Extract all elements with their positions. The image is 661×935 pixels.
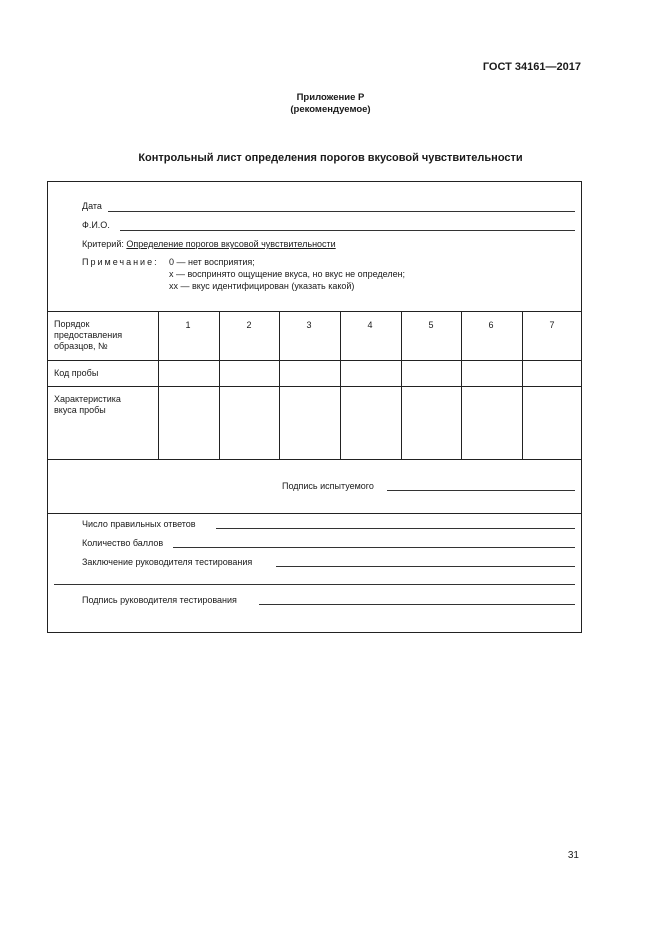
- subject-signature-field[interactable]: [387, 490, 575, 491]
- standard-number: ГОСТ 34161—2017: [482, 61, 581, 73]
- criterion-value: Определение порогов вкусовой чувствительности: [126, 239, 336, 249]
- column-number: 2: [246, 320, 252, 330]
- checklist-form: [47, 181, 582, 633]
- name-label: Ф.И.О.: [82, 220, 110, 230]
- table-col-divider: [279, 311, 280, 459]
- correct-answers-label: Число правильных ответов: [82, 519, 196, 529]
- appendix-status: (рекомендуемое): [290, 104, 371, 115]
- table-bottom-border: [48, 459, 581, 460]
- document-title: Контрольный лист определения порогов вкусовой чувствительности: [138, 152, 523, 164]
- row-header-taste: [54, 394, 121, 416]
- score-field[interactable]: [173, 547, 575, 548]
- note-line-2: х — воспринято ощущение вкуса, но вкус не определен;: [169, 269, 406, 279]
- note-label: Примечание:: [82, 257, 159, 267]
- appendix-title: Приложение Р: [296, 92, 365, 103]
- row-header-code: Код пробы: [54, 368, 99, 378]
- note-line-3: хх — вкус идентифицирован (указать какой): [169, 281, 355, 291]
- score-label: Количество баллов: [82, 538, 164, 548]
- column-number: 1: [185, 320, 191, 330]
- table-row-divider: [48, 386, 581, 387]
- correct-answers-field[interactable]: [216, 528, 575, 529]
- column-number: 5: [428, 320, 434, 330]
- column-number: 7: [549, 320, 555, 330]
- table-col-divider: [219, 311, 220, 459]
- name-field[interactable]: [120, 230, 575, 231]
- conclusion-field-line-2[interactable]: [54, 584, 575, 585]
- criterion-line: [82, 239, 336, 250]
- supervisor-signature-field[interactable]: [259, 604, 575, 605]
- column-number: 6: [488, 320, 494, 330]
- table-top-border: [48, 311, 581, 312]
- row-header-taste-line: вкуса пробы: [54, 405, 106, 415]
- subject-signature-label: Подпись испытуемого: [282, 481, 374, 491]
- column-number: 3: [306, 320, 312, 330]
- conclusion-label: Заключение руководителя тестирования: [82, 557, 253, 567]
- row-header-order-line: Порядок: [54, 319, 90, 329]
- row-header-order-line: предоставления: [54, 330, 123, 340]
- row-header-taste-line: Характеристика: [54, 394, 121, 404]
- supervisor-signature-label: Подпись руководителя тестирования: [82, 595, 237, 605]
- table-col-divider: [461, 311, 462, 459]
- appendix-heading: [0, 92, 661, 116]
- date-label: Дата: [82, 201, 102, 211]
- row-header-order-line: образцов, №: [54, 341, 108, 351]
- table-row-divider: [48, 360, 581, 361]
- table-col-divider: [401, 311, 402, 459]
- conclusion-field[interactable]: [276, 566, 575, 567]
- column-number: 4: [367, 320, 373, 330]
- table-col-divider: [158, 311, 159, 459]
- date-field[interactable]: [108, 211, 575, 212]
- table-col-divider: [522, 311, 523, 459]
- row-header-order: [54, 319, 122, 352]
- page-number: 31: [567, 850, 579, 861]
- criterion-label: Критерий:: [82, 239, 124, 249]
- note-line-1: 0 — нет восприятия;: [169, 257, 255, 267]
- table-col-divider: [340, 311, 341, 459]
- section-divider: [48, 513, 581, 514]
